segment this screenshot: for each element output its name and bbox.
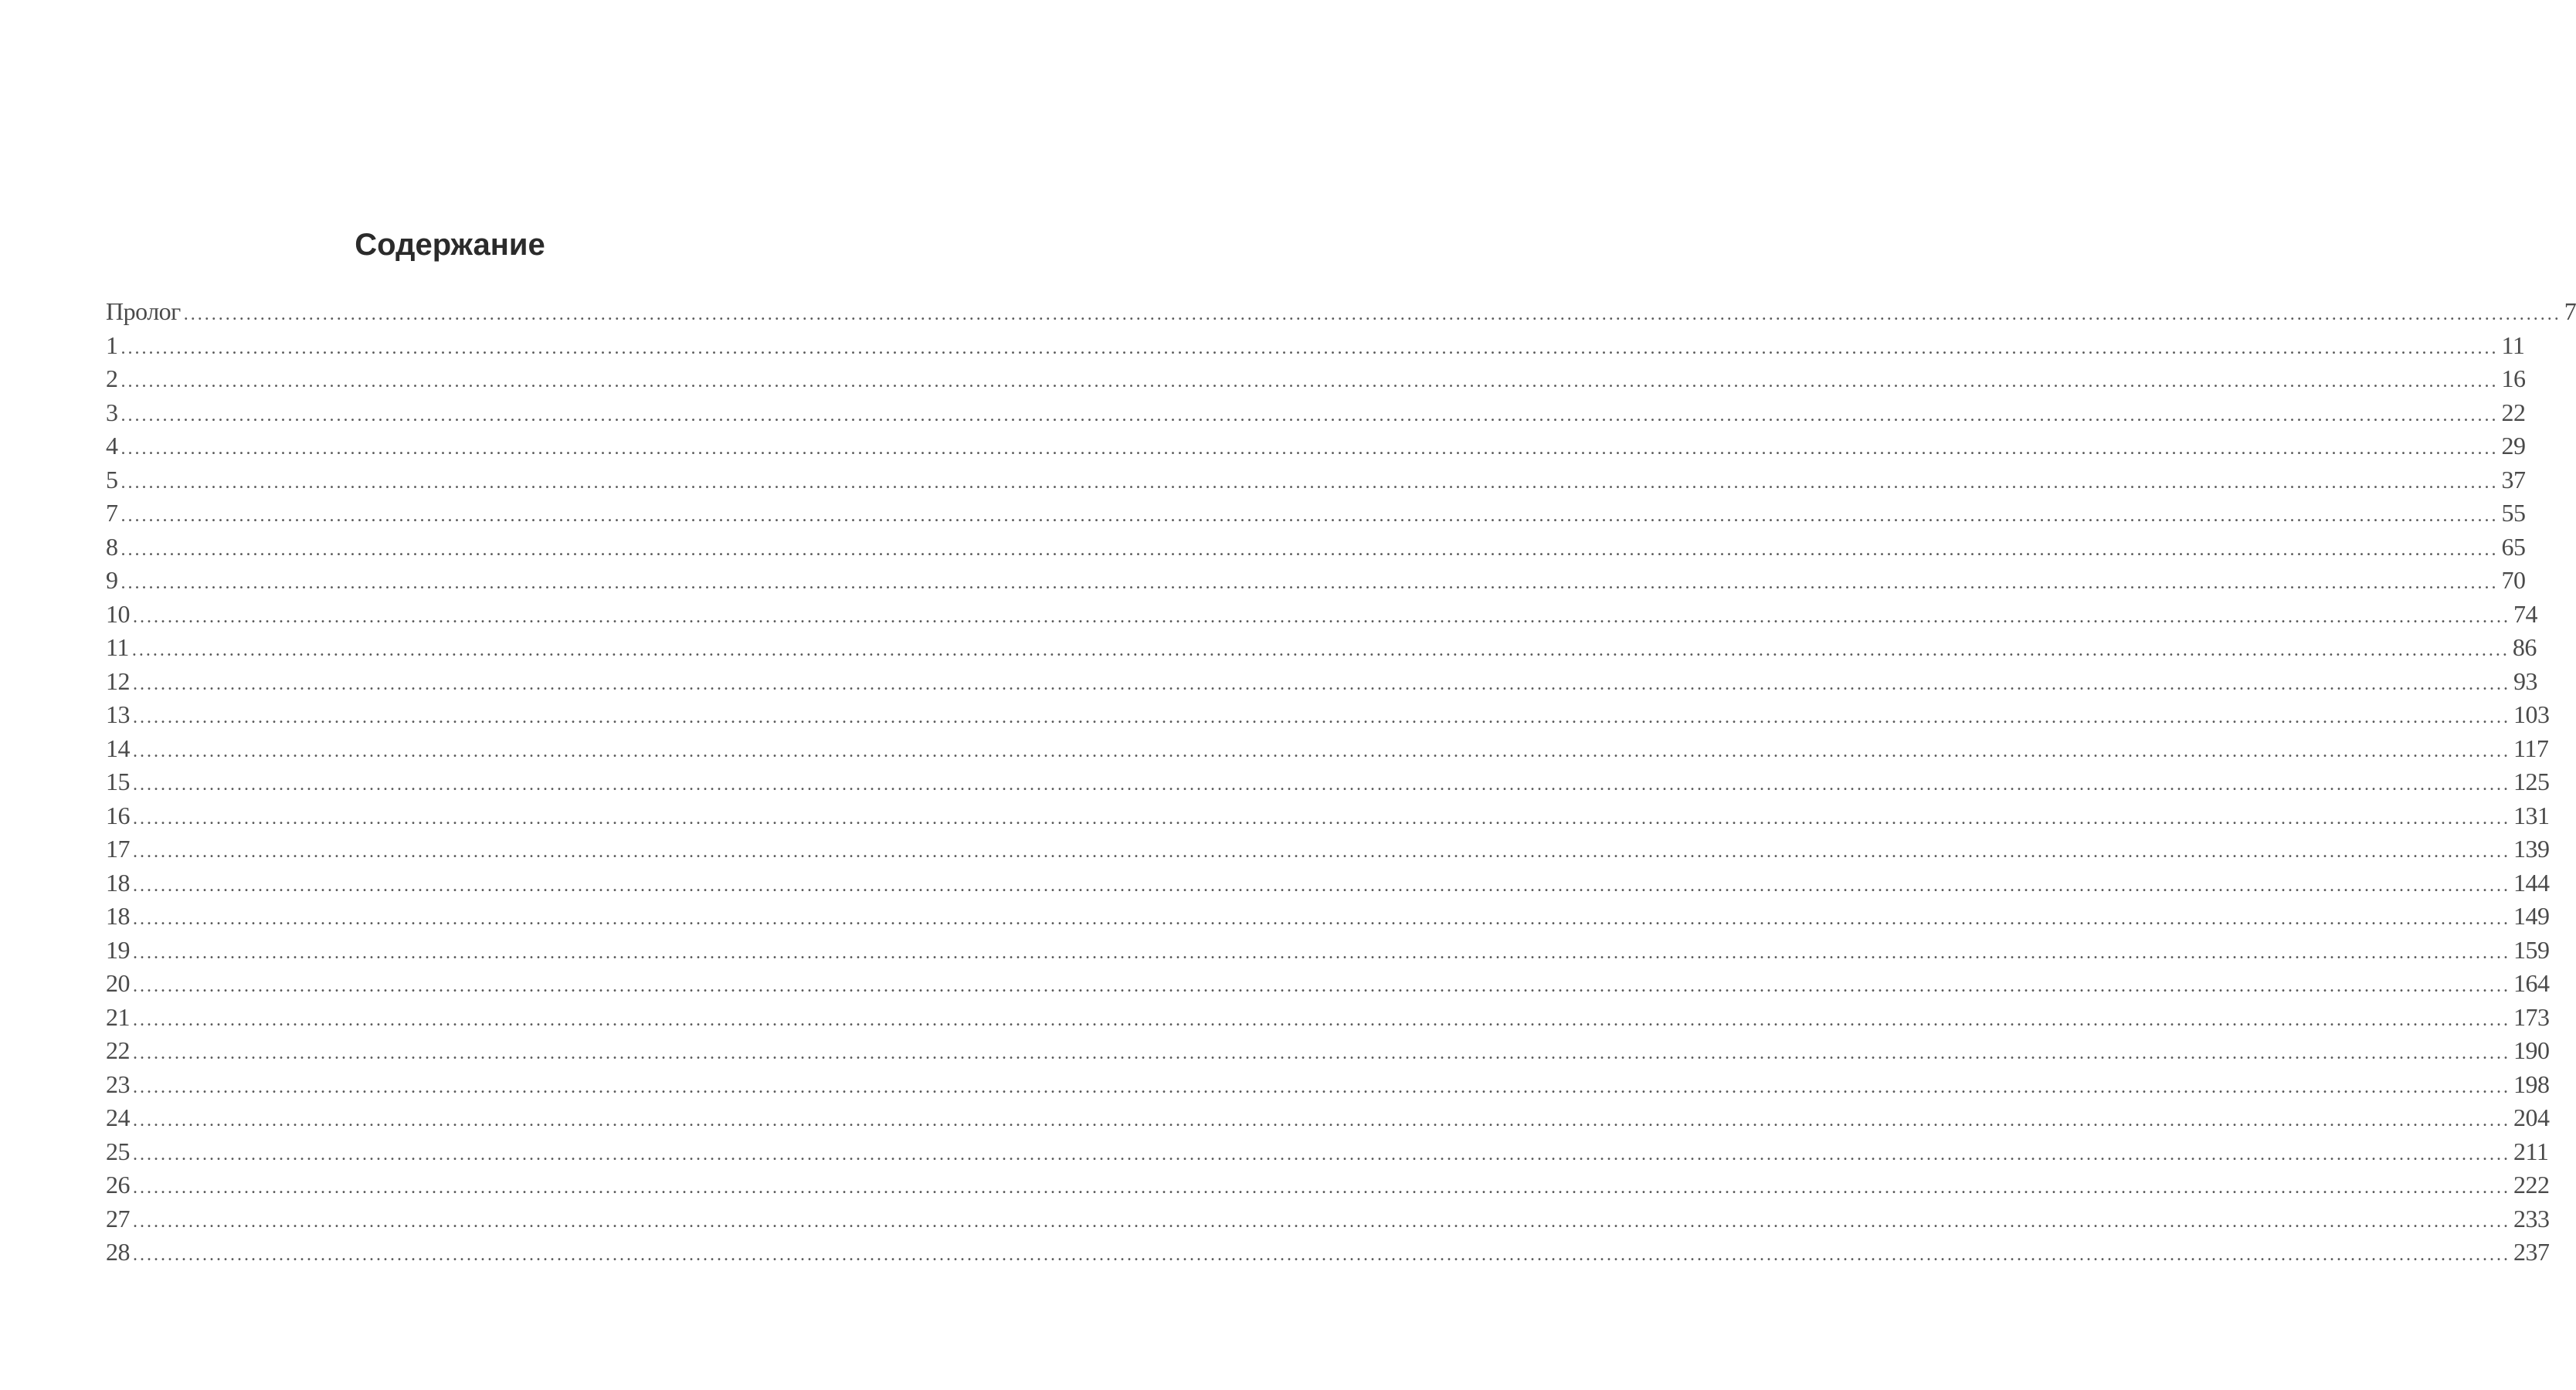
toc-entry-label: 5 — [106, 465, 118, 493]
toc-entry — [106, 1034, 2550, 1068]
toc-entry-page-number: 7 — [2564, 297, 2576, 325]
toc-entry — [106, 396, 2526, 430]
toc-entry-label: 16 — [106, 801, 130, 829]
toc-entry-page-number: 222 — [2513, 1171, 2550, 1198]
toc-dot-leader: ...................................................................................................................................................................................................................................................................................................................................................... — [133, 942, 2510, 963]
toc-entry — [106, 497, 2526, 531]
toc-dot-leader: ...................................................................................................................................................................................................................................................................................................................................................... — [133, 808, 2510, 829]
toc-entry-page-number: 144 — [2513, 868, 2550, 897]
toc-entry-label: 22 — [106, 1036, 130, 1064]
toc-entry — [106, 698, 2550, 732]
table-of-contents — [106, 295, 2576, 1270]
toc-entry — [106, 1202, 2550, 1236]
toc-dot-leader: ...................................................................................................................................................................................................................................................................................................................................................... — [120, 405, 2499, 425]
toc-entry-label: 17 — [106, 835, 130, 863]
toc-dot-leader: ...................................................................................................................................................................................................................................................................................................................................................... — [133, 1211, 2510, 1232]
toc-entry-label: 10 — [106, 599, 130, 628]
toc-entry-label: 18 — [106, 868, 130, 897]
toc-entry-label: 23 — [106, 1070, 130, 1098]
toc-entry — [106, 934, 2550, 968]
toc-entry-page-number: 233 — [2513, 1204, 2550, 1232]
toc-dot-leader: ...................................................................................................................................................................................................................................................................................................................................................... — [133, 1178, 2510, 1198]
toc-dot-leader: ...................................................................................................................................................................................................................................................................................................................................................... — [133, 976, 2510, 996]
toc-entry — [106, 531, 2526, 564]
toc-entry — [106, 463, 2526, 497]
toc-entry-label: 2 — [106, 364, 118, 392]
toc-entry-label: 1 — [106, 331, 118, 359]
toc-entry — [106, 799, 2550, 833]
toc-entry-page-number: 117 — [2513, 734, 2549, 762]
toc-dot-leader: ...................................................................................................................................................................................................................................................................................................................................................... — [120, 371, 2499, 392]
toc-entry-label: 27 — [106, 1204, 130, 1232]
toc-entry — [106, 866, 2550, 900]
toc-dot-leader: ...................................................................................................................................................................................................................................................................................................................................................... — [133, 1144, 2510, 1165]
toc-dot-leader: ...................................................................................................................................................................................................................................................................................................................................................... — [133, 1245, 2510, 1265]
toc-dot-leader: ...................................................................................................................................................................................................................................................................................................................................................... — [133, 673, 2510, 694]
toc-dot-leader: ...................................................................................................................................................................................................................................................................................................................................................... — [133, 842, 2510, 862]
toc-entry-page-number: 164 — [2513, 969, 2550, 997]
toc-entry — [106, 598, 2537, 632]
toc-entry — [106, 1236, 2550, 1270]
toc-entry-page-number: 74 — [2513, 599, 2537, 628]
toc-entry-label: 24 — [106, 1104, 130, 1131]
toc-entry-label: 21 — [106, 1002, 130, 1031]
toc-entry — [106, 765, 2550, 799]
toc-dot-leader: ...................................................................................................................................................................................................................................................................................................................................................... — [183, 304, 2561, 324]
toc-entry-page-number: 173 — [2513, 1002, 2550, 1031]
page-title: Содержание — [355, 228, 545, 262]
toc-entry-page-number: 204 — [2513, 1104, 2550, 1131]
toc-entry-page-number: 125 — [2513, 768, 2550, 795]
toc-entry-label: 8 — [106, 532, 118, 561]
toc-entry-page-number: 139 — [2513, 835, 2550, 863]
toc-entry-page-number: 70 — [2501, 566, 2526, 594]
toc-entry-page-number: 149 — [2513, 902, 2550, 930]
toc-dot-leader: ...................................................................................................................................................................................................................................................................................................................................................... — [133, 707, 2510, 727]
toc-entry-page-number: 93 — [2513, 666, 2537, 695]
toc-entry-label: Пролог — [106, 297, 181, 325]
toc-entry — [106, 732, 2549, 766]
toc-entry-label: 28 — [106, 1238, 130, 1266]
toc-dot-leader: ...................................................................................................................................................................................................................................................................................................................................................... — [133, 775, 2510, 795]
toc-dot-leader: ...................................................................................................................................................................................................................................................................................................................................................... — [120, 506, 2499, 526]
toc-entry-page-number: 211 — [2513, 1137, 2549, 1165]
toc-entry-label: 3 — [106, 398, 118, 426]
toc-entry-page-number: 22 — [2501, 398, 2526, 426]
toc-entry-page-number: 103 — [2513, 700, 2550, 728]
toc-entry-page-number: 159 — [2513, 935, 2550, 964]
toc-dot-leader: ...................................................................................................................................................................................................................................................................................................................................................... — [120, 472, 2499, 493]
toc-dot-leader: ...................................................................................................................................................................................................................................................................................................................................................... — [120, 337, 2499, 358]
toc-entry — [106, 362, 2526, 396]
toc-entry-page-number: 16 — [2501, 364, 2526, 392]
toc-entry — [106, 832, 2550, 866]
toc-entry — [106, 429, 2526, 463]
toc-entry-label: 9 — [106, 566, 118, 594]
toc-entry-page-number: 55 — [2501, 499, 2526, 527]
toc-dot-leader: ...................................................................................................................................................................................................................................................................................................................................................... — [120, 539, 2499, 560]
toc-entry-label: 7 — [106, 499, 118, 527]
toc-entry — [106, 967, 2550, 1001]
toc-dot-leader: ...................................................................................................................................................................................................................................................................................................................................................... — [133, 741, 2510, 761]
toc-entry-page-number: 65 — [2501, 532, 2526, 561]
toc-entry — [106, 900, 2550, 934]
toc-entry-label: 18 — [106, 902, 130, 930]
toc-dot-leader: ...................................................................................................................................................................................................................................................................................................................................................... — [133, 1009, 2510, 1030]
toc-entry-page-number: 11 — [2501, 331, 2525, 359]
toc-dot-leader: ...................................................................................................................................................................................................................................................................................................................................................... — [133, 1110, 2510, 1131]
toc-dot-leader: ...................................................................................................................................................................................................................................................................................................................................................... — [131, 640, 2510, 660]
toc-entry — [106, 1135, 2549, 1169]
toc-dot-leader: ...................................................................................................................................................................................................................................................................................................................................................... — [120, 439, 2499, 459]
toc-entry — [106, 329, 2525, 363]
toc-entry — [106, 1101, 2550, 1135]
toc-entry-label: 20 — [106, 969, 130, 997]
toc-dot-leader: ...................................................................................................................................................................................................................................................................................................................................................... — [133, 1076, 2510, 1097]
toc-entry-page-number: 131 — [2513, 801, 2550, 829]
toc-entry — [106, 295, 2576, 329]
toc-entry-page-number: 86 — [2512, 633, 2537, 661]
toc-dot-leader: ...................................................................................................................................................................................................................................................................................................................................................... — [133, 875, 2510, 896]
toc-entry — [106, 665, 2537, 699]
toc-entry-label: 19 — [106, 935, 130, 964]
toc-entry — [106, 1001, 2550, 1035]
toc-dot-leader: ...................................................................................................................................................................................................................................................................................................................................................... — [133, 1043, 2510, 1063]
toc-entry-page-number: 237 — [2513, 1238, 2550, 1266]
toc-entry-page-number: 190 — [2513, 1036, 2550, 1064]
toc-entry — [106, 1068, 2550, 1102]
toc-entry-label: 26 — [106, 1171, 130, 1198]
toc-dot-leader: ...................................................................................................................................................................................................................................................................................................................................................... — [120, 573, 2499, 593]
toc-entry-page-number: 29 — [2501, 432, 2526, 459]
toc-entry-label: 15 — [106, 768, 130, 795]
toc-entry-label: 25 — [106, 1137, 130, 1165]
toc-entry-label: 14 — [106, 734, 130, 762]
toc-entry-label: 4 — [106, 432, 118, 459]
toc-entry-label: 13 — [106, 700, 130, 728]
toc-entry — [106, 564, 2526, 598]
toc-entry-page-number: 198 — [2513, 1070, 2550, 1098]
toc-entry — [106, 631, 2537, 665]
toc-entry-page-number: 37 — [2501, 465, 2526, 493]
toc-dot-leader: ...................................................................................................................................................................................................................................................................................................................................................... — [133, 909, 2510, 929]
toc-entry-label: 11 — [106, 633, 129, 661]
toc-entry — [106, 1168, 2550, 1202]
toc-entry-label: 12 — [106, 666, 130, 695]
toc-dot-leader: ...................................................................................................................................................................................................................................................................................................................................................... — [133, 606, 2510, 627]
